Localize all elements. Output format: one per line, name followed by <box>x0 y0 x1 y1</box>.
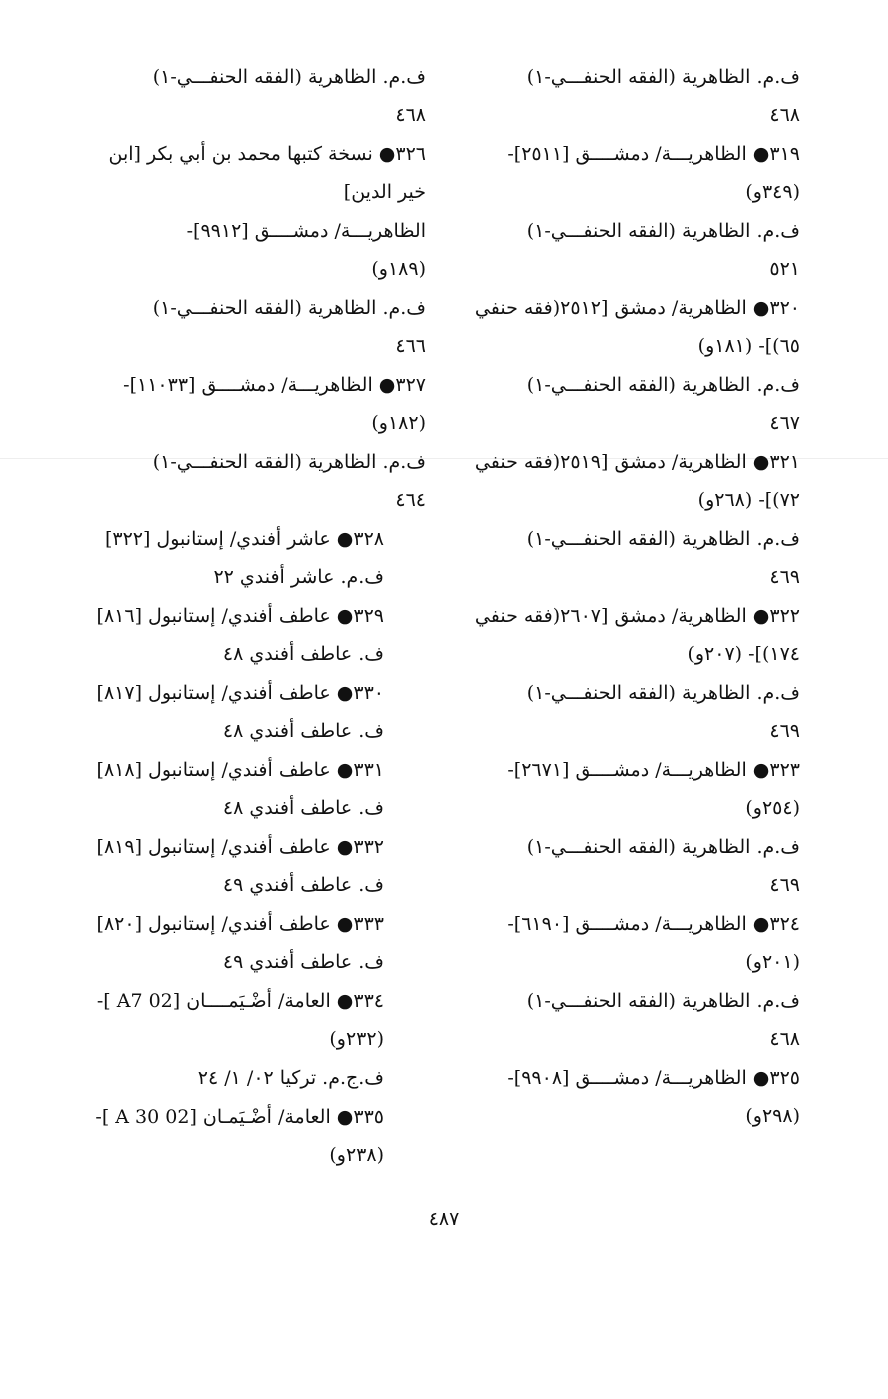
catalog-entry <box>76 212 426 288</box>
left-column <box>76 58 426 1175</box>
entry-continuation: ٤٦٩ <box>769 874 800 896</box>
entry-continuation: (٢٥٤و) <box>745 797 800 819</box>
entry-continuation: ٥٢١ <box>769 258 800 280</box>
entry-line: ف.م. الظاهرية (الفقه الحنفـــي-١) <box>152 451 426 473</box>
entry-line: ٣٣٠● عاطف أفندي/ إستانبول [٨١٧] <box>96 682 384 704</box>
catalog-entry <box>455 289 800 365</box>
catalog-entry <box>455 443 800 519</box>
entry-continuation: (٣٤٩و) <box>745 181 800 203</box>
entry-continuation: ف. عاطف أفندي ٤٨ <box>222 797 384 819</box>
entry-continuation: خير الدين] <box>343 181 426 203</box>
catalog-entry <box>455 597 800 673</box>
catalog-entry <box>76 366 426 442</box>
catalog-entry <box>455 212 800 288</box>
catalog-entry <box>455 1059 800 1135</box>
entry-line: ف.م. الظاهرية (الفقه الحنفـــي-١) <box>526 990 800 1012</box>
catalog-entry <box>76 751 426 827</box>
entry-line: ف.م. الظاهرية (الفقه الحنفـــي-١) <box>526 220 800 242</box>
catalog-entry <box>76 597 426 673</box>
entry-continuation: ٤٦٤ <box>395 489 426 511</box>
entry-line: ٣٢٣● الظاهريـــة/ دمشــــق [٢٦٧١]- <box>507 759 800 781</box>
entry-continuation: (١٨٢و) <box>371 412 426 434</box>
catalog-entry <box>455 828 800 904</box>
catalog-entry <box>76 905 426 981</box>
entry-line: ٣٢٢● الظاهرية/ دمشق [٢٦٠٧(فقه حنفي <box>474 605 800 627</box>
catalog-entry <box>76 828 426 904</box>
entry-line: ٣٢٥● الظاهريـــة/ دمشــــق [٩٩٠٨]- <box>507 1067 800 1089</box>
entry-line: ٣٣٢● عاطف أفندي/ إستانبول [٨١٩] <box>96 836 384 858</box>
catalog-entry <box>76 135 426 211</box>
catalog-entry <box>455 751 800 827</box>
catalog-entry <box>455 520 800 596</box>
right-column <box>455 58 800 1136</box>
catalog-entry <box>76 520 426 596</box>
entry-line: ف.م. الظاهرية (الفقه الحنفـــي-١) <box>152 66 426 88</box>
entry-line: ٣٢٤● الظاهريـــة/ دمشــــق [٦١٩٠]- <box>507 913 800 935</box>
entry-continuation: ٤٦٩ <box>769 720 800 742</box>
entry-line: ٣٢٦● نسخة كتبها محمد بن أبي بكر [ابن <box>108 143 426 165</box>
entry-continuation: ٧٢)]- (٢٦٨و) <box>697 489 800 511</box>
entry-line: ف.م. الظاهرية (الفقه الحنفـــي-١) <box>526 66 800 88</box>
entry-continuation: ٤٦٨ <box>769 104 800 126</box>
entry-continuation: ٤٦٧ <box>769 412 800 434</box>
entry-line: ٣٢٠● الظاهرية/ دمشق [٢٥١٢(فقه حنفي <box>474 297 800 319</box>
entry-line: ٣٢١● الظاهرية/ دمشق [٢٥١٩(فقه حنفي <box>474 451 800 473</box>
entry-line: ف.ج.م. تركيا ٠٢/ ١/ ٢٤ <box>197 1067 384 1089</box>
entry-continuation: ١٧٤)]- (٢٠٧و) <box>687 643 800 665</box>
entry-line: ٣٢٩● عاطف أفندي/ إستانبول [٨١٦] <box>96 605 384 627</box>
catalog-entry <box>455 982 800 1058</box>
entry-line: ٣٣٥● العامة/ أضْـيَمـان [02 A 30 ]- <box>95 1106 384 1128</box>
entry-continuation: ف. عاطف أفندي ٤٨ <box>222 643 384 665</box>
catalog-entry <box>455 366 800 442</box>
entry-continuation: (٢٣٢و) <box>329 1028 384 1050</box>
entry-line: ٣٢٧● الظاهريـــة/ دمشــــق [١١٠٣٣]- <box>123 374 426 396</box>
entry-line: ٣٣٣● عاطف أفندي/ إستانبول [٨٢٠] <box>96 913 384 935</box>
catalog-entry <box>76 289 426 365</box>
entry-line: ف.م. الظاهرية (الفقه الحنفـــي-١) <box>526 836 800 858</box>
entry-line: ف.م. الظاهرية (الفقه الحنفـــي-١) <box>526 374 800 396</box>
entry-continuation: ف. عاطف أفندي ٤٩ <box>222 874 384 896</box>
entry-continuation: (٢٠١و) <box>745 951 800 973</box>
entry-continuation: (٢٣٨و) <box>329 1144 384 1166</box>
entry-line: ف.م. الظاهرية (الفقه الحنفـــي-١) <box>526 682 800 704</box>
catalog-entry <box>455 58 800 134</box>
catalog-entry <box>76 1098 426 1174</box>
catalog-entry <box>76 674 426 750</box>
entry-line: ٣١٩● الظاهريـــة/ دمشــــق [٢٥١١]- <box>507 143 800 165</box>
entry-line: ٣٢٨● عاشر أفندي/ إستانبول [٣٢٢] <box>104 528 384 550</box>
catalog-entry <box>455 674 800 750</box>
entry-continuation: ٤٦٨ <box>395 104 426 126</box>
catalog-entry <box>455 135 800 211</box>
entry-line: ٣٣٤● العامة/ أضْـيَمــــان [02 A7 ]- <box>96 990 384 1012</box>
entry-line: ف.م. الظاهرية (الفقه الحنفـــي-١) <box>526 528 800 550</box>
entry-continuation: ف.م. عاشر أفندي ٢٢ <box>213 566 384 588</box>
catalog-entry <box>76 443 426 519</box>
entry-continuation: ٦٥)]- (١٨١و) <box>697 335 800 357</box>
entry-line: ٣٣١● عاطف أفندي/ إستانبول [٨١٨] <box>96 759 384 781</box>
catalog-entry <box>76 58 426 134</box>
entry-line: الظاهريـــة/ دمشــــق [٩٩١٢]- <box>186 220 426 242</box>
entry-continuation: ف. عاطف أفندي ٤٨ <box>222 720 384 742</box>
catalog-entry <box>76 982 426 1058</box>
catalog-entry <box>455 905 800 981</box>
entry-line: ف.م. الظاهرية (الفقه الحنفـــي-١) <box>152 297 426 319</box>
entry-continuation: ٤٦٨ <box>769 1028 800 1050</box>
entry-continuation: ف. عاطف أفندي ٤٩ <box>222 951 384 973</box>
entry-continuation: (٢٩٨و) <box>745 1105 800 1127</box>
entry-continuation: ٤٦٦ <box>395 335 426 357</box>
catalog-entry <box>76 1059 426 1097</box>
page-number: ٤٨٧ <box>428 1208 460 1230</box>
entry-continuation: (١٨٩و) <box>371 258 426 280</box>
entry-continuation: ٤٦٩ <box>769 566 800 588</box>
